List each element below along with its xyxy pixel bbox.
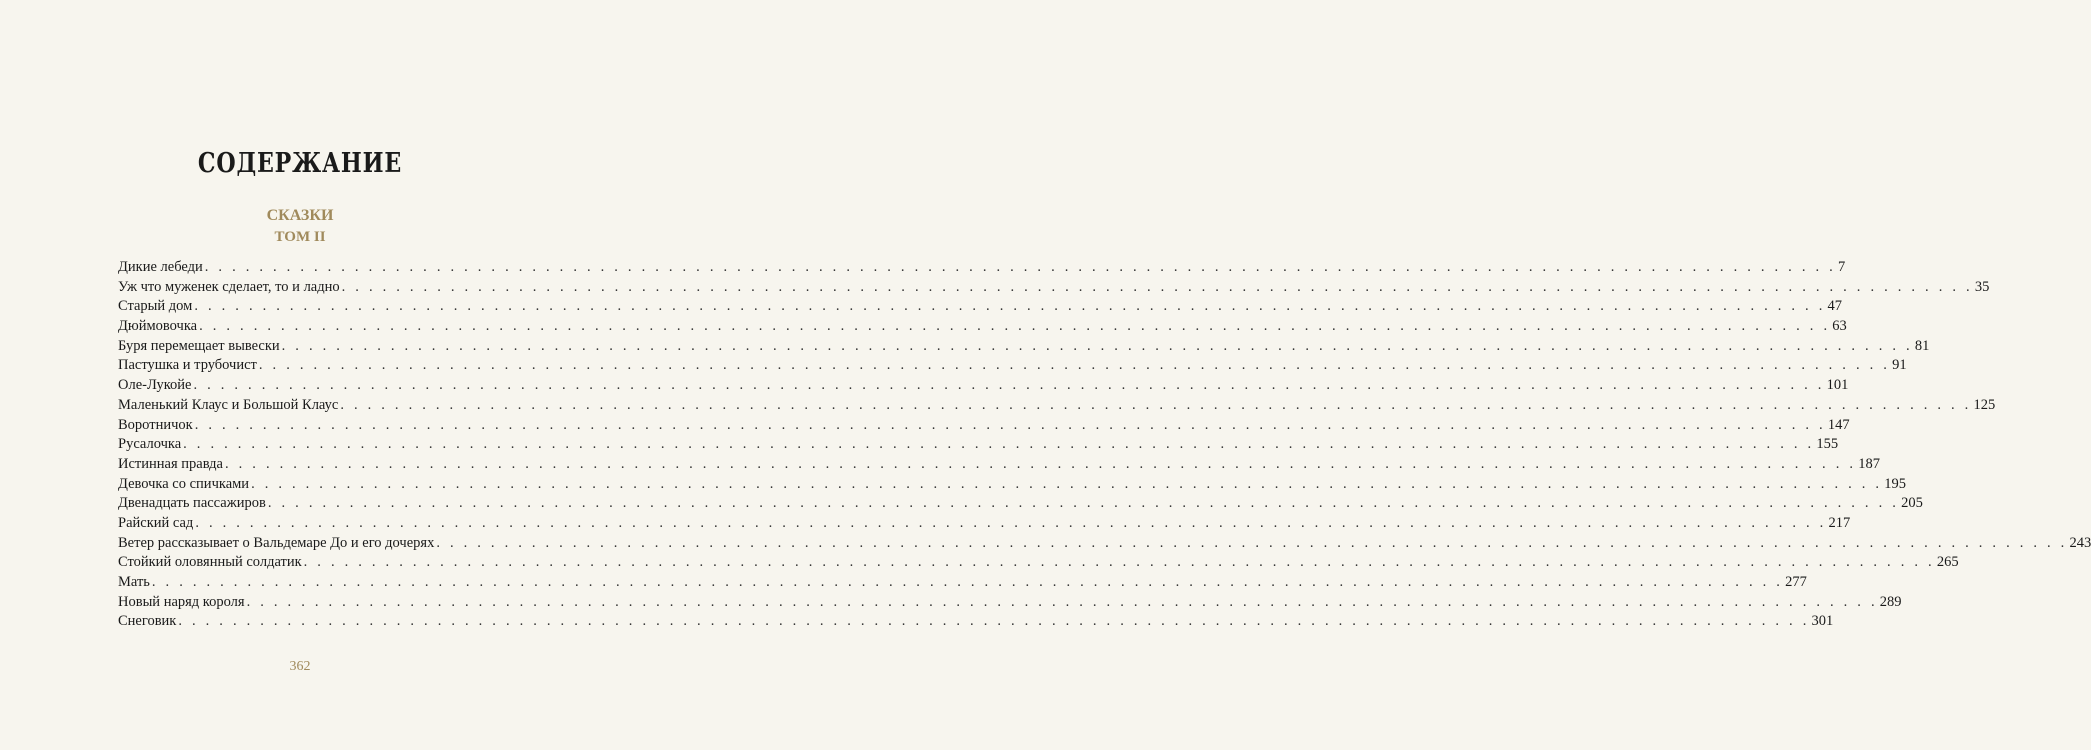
- dot-leader: . . . . . . . . . . . . . . . . . . . . . . . . . . . . . . . . . . . . . . . . . . . . . . . . . . . . . . . . . . . . . . . . . . . . . . . . . . . . . . . . . . . . . . . . . . . . . . . . . . . . . . . . . . . . . . . . . . . . . . . .: [151, 574, 1784, 590]
- toc-entry: [118, 534, 2091, 555]
- toc-entry-title: Пастушка и трубочист: [118, 357, 257, 374]
- toc-entry-title: Уж что муженек сделает, то и ладно: [118, 278, 340, 295]
- toc-entry-page: 195: [1884, 475, 1906, 492]
- toc-entry-page: 47: [1827, 298, 1843, 315]
- toc-entry-title: Оле-Лукойе: [118, 377, 192, 394]
- toc-entry: [118, 593, 1902, 614]
- toc-entry-page: 81: [1914, 337, 1930, 354]
- dot-leader: . . . . . . . . . . . . . . . . . . . . . . . . . . . . . . . . . . . . . . . . . . . . . . . . . . . . . . . . . . . . . . . . . . . . . . . . . . . . . . . . . . . . . . . . . . . . . . . . . . . . . . . . . . . . . . . . . . . . . . . .: [303, 554, 1935, 571]
- page-title: СОДЕРЖАНИЕ: [197, 148, 403, 179]
- toc-entry-page: 217: [1828, 514, 1851, 531]
- toc-entry-title: Дюймовочка: [118, 318, 198, 335]
- dot-leader: . . . . . . . . . . . . . . . . . . . . . . . . . . . . . . . . . . . . . . . . . . . . . . . . . . . . . . . . . . . . . . . . . . . . . . . . . . . . . . . . . . . . . . . . . . . . . . . . . . . . . . . . . . . . . . . . . . . . . . . .: [251, 475, 1883, 492]
- dot-leader: . . . . . . . . . . . . . . . . . . . . . . . . . . . . . . . . . . . . . . . . . . . . . . . . . . . . . . . . . . . . . . . . . . . . . . . . . . . . . . . . . . . . . . . . . . . . . . . . . . . . . . . . . . . . . . . . . . . . . . . .: [178, 613, 1810, 630]
- toc-entry-page: 289: [1879, 593, 1902, 610]
- toc-entry-title: Мать: [118, 574, 150, 590]
- table-of-contents: [118, 259, 2091, 633]
- toc-entry-title: Снеговик: [118, 613, 177, 630]
- toc-entry: [118, 514, 1851, 535]
- toc-entry: [118, 396, 1996, 417]
- toc-entry: [118, 613, 1834, 633]
- toc-entry-page: 35: [1974, 278, 1990, 295]
- dot-leader: . . . . . . . . . . . . . . . . . . . . . . . . . . . . . . . . . . . . . . . . . . . . . . . . . . . . . . . . . . . . . . . . . . . . . . . . . . . . . . . . . . . . . . . . . . . . . . . . . . . . . . . . . . . . . . . . . . . . . . . .: [183, 436, 1815, 453]
- toc-entry-page: 301: [1811, 613, 1834, 630]
- toc-entry-page: 243: [2069, 534, 2091, 551]
- toc-entry-title: Ветер рассказывает о Вальдемаре До и его дочерях: [118, 534, 435, 551]
- toc-entry-title: Новый наряд короля: [118, 593, 245, 610]
- section-heading: СКАЗКИ: [266, 207, 334, 224]
- dot-leader: . . . . . . . . . . . . . . . . . . . . . . . . . . . . . . . . . . . . . . . . . . . . . . . . . . . . . . . . . . . . . . . . . . . . . . . . . . . . . . . . . . . . . . . . . . . . . . . . . . . . . . . . . . . . . . . . . . . . . . . .: [199, 318, 1831, 335]
- toc-entry-title: Двенадцать пассажиров: [118, 495, 266, 512]
- toc-entry: [118, 416, 1850, 437]
- page-number: 362: [289, 659, 311, 674]
- toc-entry-page: 91: [1892, 357, 1907, 374]
- toc-entry-title: Русалочка: [118, 436, 182, 453]
- toc-entry-page: 63: [1832, 318, 1847, 335]
- toc-entry-title: Воротничок: [118, 416, 193, 433]
- toc-entry: [118, 574, 1807, 594]
- toc-entry: [118, 475, 1906, 496]
- toc-entry-page: 187: [1858, 455, 1880, 472]
- toc-entry: [118, 298, 1843, 318]
- dot-leader: . . . . . . . . . . . . . . . . . . . . . . . . . . . . . . . . . . . . . . . . . . . . . . . . . . . . . . . . . . . . . . . . . . . . . . . . . . . . . . . . . . . . . . . . . . . . . . . . . . . . . . . . . . . . . . . . . . . . . . . .: [246, 593, 1878, 610]
- toc-entry-title: Маленький Клаус и Большой Клаус: [118, 396, 339, 413]
- toc-entry-title: Истинная правда: [118, 455, 223, 472]
- toc-entry: [118, 455, 1880, 476]
- dot-leader: . . . . . . . . . . . . . . . . . . . . . . . . . . . . . . . . . . . . . . . . . . . . . . . . . . . . . . . . . . . . . . . . . . . . . . . . . . . . . . . . . . . . . . . . . . . . . . . . . . . . . . . . . . . . . . . . . . . . . . . .: [195, 514, 1827, 531]
- toc-entry: [118, 337, 1930, 358]
- toc-entry-page: 125: [1973, 396, 1996, 413]
- dot-leader: . . . . . . . . . . . . . . . . . . . . . . . . . . . . . . . . . . . . . . . . . . . . . . . . . . . . . . . . . . . . . . . . . . . . . . . . . . . . . . . . . . . . . . . . . . . . . . . . . . . . . . . . . . . . . . . . . . . . . . . .: [204, 259, 1836, 275]
- toc-entry-title: Дикие лебеди: [118, 259, 203, 275]
- toc-entry: [118, 357, 1907, 377]
- dot-leader: . . . . . . . . . . . . . . . . . . . . . . . . . . . . . . . . . . . . . . . . . . . . . . . . . . . . . . . . . . . . . . . . . . . . . . . . . . . . . . . . . . . . . . . . . . . . . . . . . . . . . . . . . . . . . . . . . . . . . . . .: [194, 298, 1826, 315]
- toc-entry-page: 205: [1901, 495, 1923, 512]
- dot-leader: . . . . . . . . . . . . . . . . . . . . . . . . . . . . . . . . . . . . . . . . . . . . . . . . . . . . . . . . . . . . . . . . . . . . . . . . . . . . . . . . . . . . . . . . . . . . . . . . . . . . . . . . . . . . . . . . . . . . . . . .: [225, 455, 1857, 472]
- dot-leader: . . . . . . . . . . . . . . . . . . . . . . . . . . . . . . . . . . . . . . . . . . . . . . . . . . . . . . . . . . . . . . . . . . . . . . . . . . . . . . . . . . . . . . . . . . . . . . . . . . . . . . . . . . . . . . . . . . . . . . . .: [267, 495, 1900, 512]
- toc-entry: [118, 554, 1959, 574]
- toc-entry-title: Девочка со спичками: [118, 475, 250, 492]
- dot-leader: . . . . . . . . . . . . . . . . . . . . . . . . . . . . . . . . . . . . . . . . . . . . . . . . . . . . . . . . . . . . . . . . . . . . . . . . . . . . . . . . . . . . . . . . . . . . . . . . . . . . . . . . . . . . . . . . . . . . . . . .: [193, 377, 1825, 394]
- toc-entry: [118, 436, 1839, 456]
- toc-entry-page: 101: [1826, 377, 1849, 394]
- toc-entry-page: 147: [1827, 416, 1850, 433]
- dot-leader: . . . . . . . . . . . . . . . . . . . . . . . . . . . . . . . . . . . . . . . . . . . . . . . . . . . . . . . . . . . . . . . . . . . . . . . . . . . . . . . . . . . . . . . . . . . . . . . . . . . . . . . . . . . . . . . . . . . . . . . .: [281, 337, 1913, 354]
- toc-entry: [118, 278, 1990, 299]
- dot-leader: . . . . . . . . . . . . . . . . . . . . . . . . . . . . . . . . . . . . . . . . . . . . . . . . . . . . . . . . . . . . . . . . . . . . . . . . . . . . . . . . . . . . . . . . . . . . . . . . . . . . . . . . . . . . . . . . . . . . . . . .: [436, 534, 2068, 551]
- toc-entry-page: 7: [1837, 259, 1846, 275]
- toc-entry-title: Стойкий оловянный солдатик: [118, 554, 302, 571]
- volume-heading: ТОМ II: [274, 229, 326, 245]
- toc-entry-title: Райский сад: [118, 514, 194, 531]
- dot-leader: . . . . . . . . . . . . . . . . . . . . . . . . . . . . . . . . . . . . . . . . . . . . . . . . . . . . . . . . . . . . . . . . . . . . . . . . . . . . . . . . . . . . . . . . . . . . . . . . . . . . . . . . . . . . . . . . . . . . . . . .: [194, 416, 1826, 433]
- toc-entry-page: 155: [1816, 436, 1839, 453]
- dot-leader: . . . . . . . . . . . . . . . . . . . . . . . . . . . . . . . . . . . . . . . . . . . . . . . . . . . . . . . . . . . . . . . . . . . . . . . . . . . . . . . . . . . . . . . . . . . . . . . . . . . . . . . . . . . . . . . . . . . . . . . .: [258, 357, 1891, 374]
- toc-entry-page: 265: [1936, 554, 1959, 571]
- toc-entry: [118, 495, 1923, 515]
- toc-entry: [118, 377, 1849, 397]
- toc-entry-title: Буря перемещает вывески: [118, 337, 280, 354]
- dot-leader: . . . . . . . . . . . . . . . . . . . . . . . . . . . . . . . . . . . . . . . . . . . . . . . . . . . . . . . . . . . . . . . . . . . . . . . . . . . . . . . . . . . . . . . . . . . . . . . . . . . . . . . . . . . . . . . . . . . . . . . .: [340, 396, 1972, 413]
- toc-entry: [118, 318, 1847, 338]
- toc-entry-title: Старый дом: [118, 298, 193, 315]
- dot-leader: . . . . . . . . . . . . . . . . . . . . . . . . . . . . . . . . . . . . . . . . . . . . . . . . . . . . . . . . . . . . . . . . . . . . . . . . . . . . . . . . . . . . . . . . . . . . . . . . . . . . . . . . . . . . . . . . . . . . . . . .: [341, 278, 1973, 295]
- toc-entry-page: 277: [1785, 574, 1807, 590]
- toc-entry: [118, 259, 1846, 279]
